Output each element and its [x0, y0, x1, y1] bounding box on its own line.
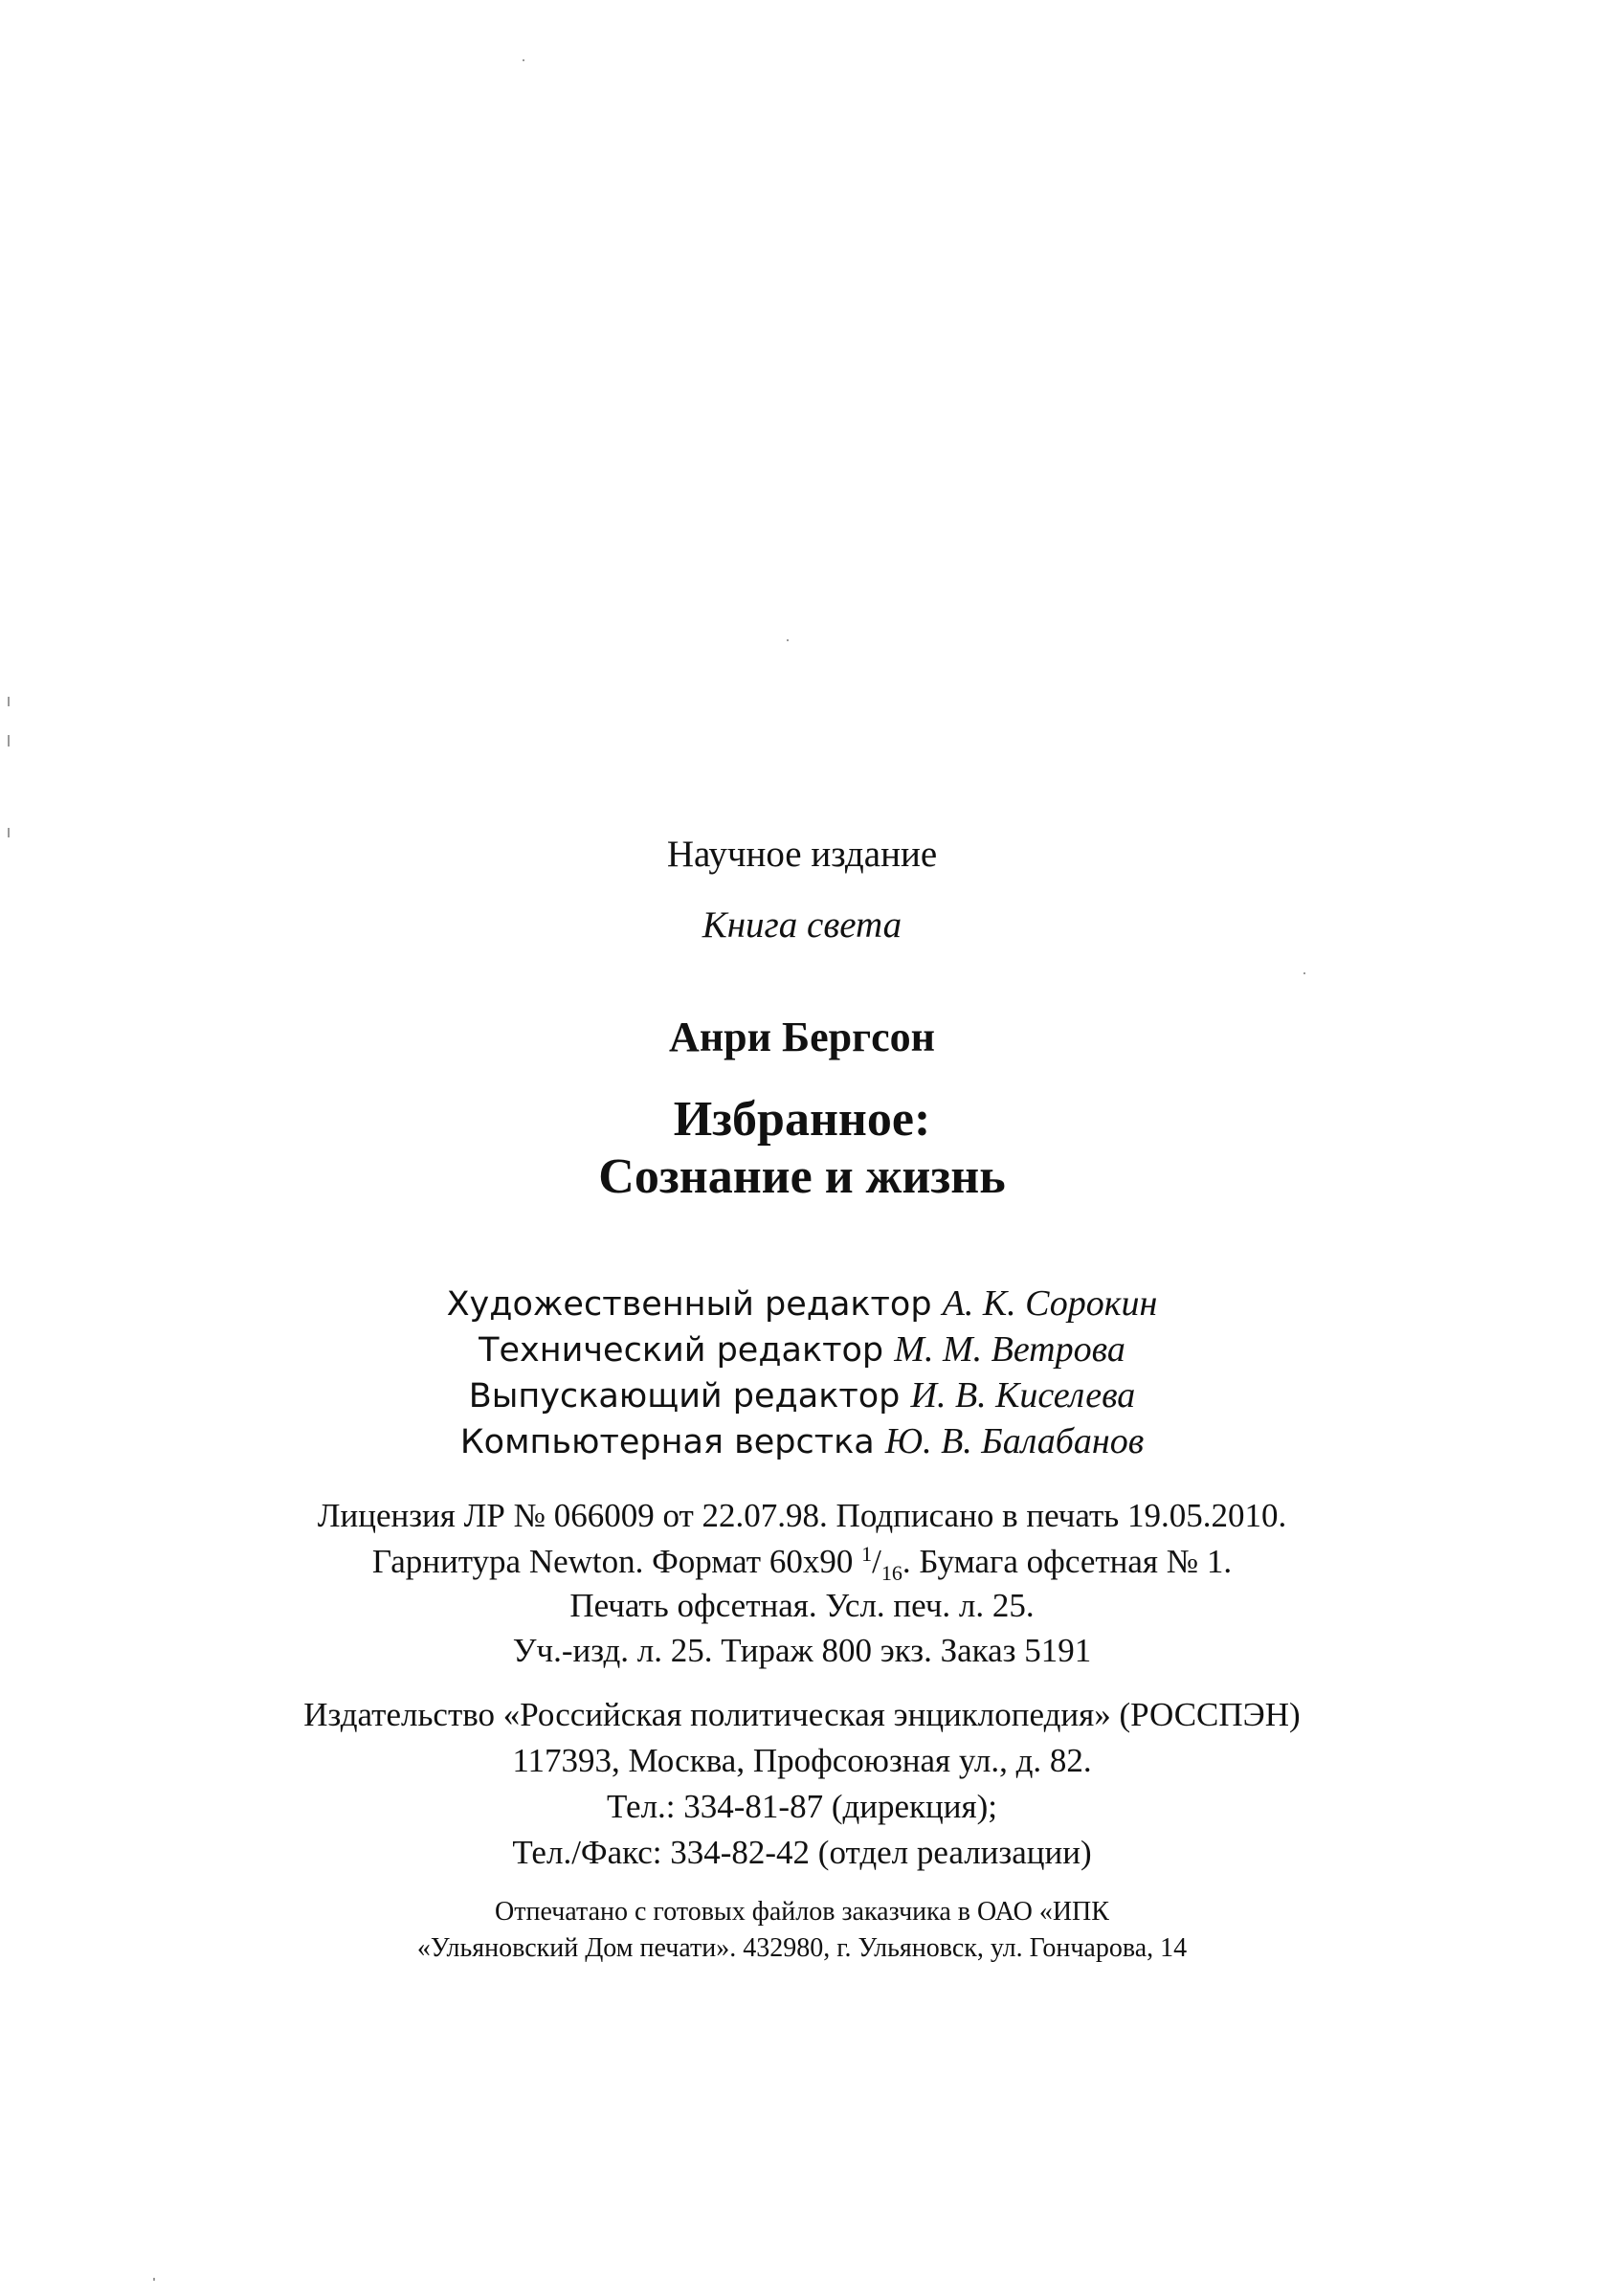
scan-speck [8, 735, 10, 747]
credit-role: Технический редактор [479, 1331, 884, 1370]
author-name: Анри Бергсон [669, 1014, 935, 1060]
scan-speck [8, 697, 10, 706]
credit-name: Ю. В. Балабанов [884, 1421, 1145, 1461]
credit-role: Выпускающий редактор [468, 1377, 901, 1415]
credit-name: М. М. Ветрова [894, 1329, 1125, 1370]
scan-speck [153, 2278, 155, 2281]
scan-speck [787, 639, 789, 641]
format-fraction-slash: / [872, 1543, 881, 1580]
credit-role: Художественный редактор [446, 1285, 932, 1324]
circulation-line: Уч.-изд. л. 25. Тираж 800 экз. Заказ 5191 [512, 1632, 1092, 1669]
format-line [0, 1542, 1604, 1586]
credit-role: Компьютерная верстка [459, 1423, 875, 1461]
book-title-line2: Сознание и жизнь [598, 1149, 1006, 1204]
format-fraction-denominator: 16 [880, 1561, 902, 1585]
publisher-phone: Тел.: 334-81-87 (дирекция); [606, 1788, 997, 1825]
publisher-name: Издательство «Российская политическая энциклопедия» (РОССПЭН) [303, 1696, 1301, 1733]
publisher-fax: Тел./Факс: 334-82-42 (отдел реализации) [512, 1834, 1092, 1871]
printer-line1: Отпечатано с готовых файлов заказчика в ОАО «ИПК [495, 1897, 1109, 1927]
license-line: Лицензия ЛР № 066009 от 22.07.98. Подписано в печать 19.05.2010. [317, 1497, 1287, 1534]
format-paper-text: . Бумага офсетная № 1. [902, 1543, 1233, 1580]
book-title-line1: Избранное: [673, 1092, 931, 1147]
credit-art-editor [0, 1282, 1604, 1325]
scan-speck [1303, 972, 1305, 974]
printer-line2: «Ульяновский Дом печати». 432980, г. Ульяновск, ул. Гончарова, 14 [416, 1933, 1188, 1963]
credit-technical-editor [0, 1328, 1604, 1371]
credit-name: А. К. Сорокин [942, 1283, 1158, 1324]
series-name: Книга света [702, 904, 902, 946]
print-type-line: Печать офсетная. Усл. печ. л. 25. [569, 1587, 1035, 1624]
format-text: Гарнитура Newton. Формат 60x90 [371, 1543, 862, 1580]
scan-speck [523, 59, 524, 61]
credit-name: И. В. Киселева [910, 1375, 1136, 1415]
credit-layout [0, 1420, 1604, 1462]
series-label: Научное издание [666, 834, 938, 875]
format-fraction-numerator: 1 [861, 1542, 873, 1566]
scan-speck [8, 828, 10, 837]
publisher-address: 117393, Москва, Профсоюзная ул., д. 82. [512, 1742, 1092, 1779]
credit-release-editor [0, 1374, 1604, 1416]
